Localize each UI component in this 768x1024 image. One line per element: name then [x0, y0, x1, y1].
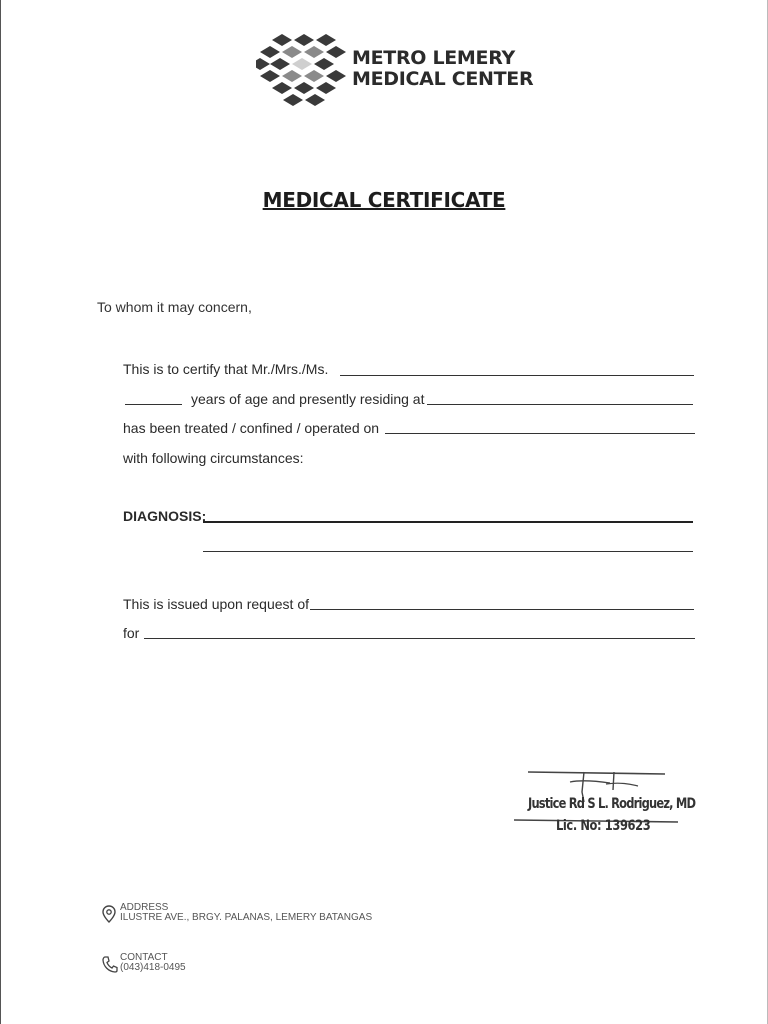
patient-name-blank[interactable]	[340, 375, 694, 376]
for-label: for	[123, 625, 140, 641]
diagnosis-blank-1[interactable]	[203, 521, 693, 523]
hospital-logo	[256, 32, 534, 108]
treatment-date-blank[interactable]	[385, 433, 695, 434]
contact-value: (043)418-0495	[120, 962, 186, 973]
address-label: ADDRESS	[120, 902, 169, 913]
phone-icon	[102, 955, 118, 973]
age-residence-text: years of age and presently residing at	[191, 391, 425, 407]
doctor-signature-block	[510, 768, 696, 844]
age-blank[interactable]	[125, 404, 182, 405]
purpose-blank[interactable]	[144, 638, 695, 639]
requester-blank[interactable]	[310, 609, 694, 610]
doctor-name: Justice Rd S L. Rodriguez, MD	[528, 796, 696, 812]
salutation: To whom it may concern,	[97, 299, 252, 315]
contact-label: CONTACT	[120, 952, 168, 963]
treated-text: has been treated / confined / operated on	[123, 420, 380, 436]
diamond-grid-logo-icon	[256, 32, 348, 108]
address-text	[120, 903, 372, 923]
diagnosis-blank-2[interactable]	[203, 551, 693, 552]
diagnosis-label: DIAGNOSIS:	[123, 508, 207, 524]
contact-text	[120, 953, 186, 973]
certify-text: This is to certify that Mr./Mrs./Ms.	[123, 361, 329, 377]
license-number: Lic. No: 139623	[556, 818, 651, 834]
residence-blank[interactable]	[427, 404, 693, 405]
request-text: This is issued upon request of	[123, 596, 309, 612]
circumstances-text: with following circumstances:	[123, 450, 304, 466]
document-title: MEDICAL CERTIFICATE	[262, 188, 506, 212]
hospital-name	[352, 48, 533, 90]
hospital-name-line2: MEDICAL CENTER	[352, 68, 534, 90]
hospital-name-line1: METRO LEMERY	[352, 47, 515, 69]
address-value: ILUSTRE AVE., BRGY. PALANAS, LEMERY BATANGAS	[120, 912, 373, 923]
location-pin-icon	[102, 905, 116, 923]
page-left-border	[0, 0, 1, 1024]
